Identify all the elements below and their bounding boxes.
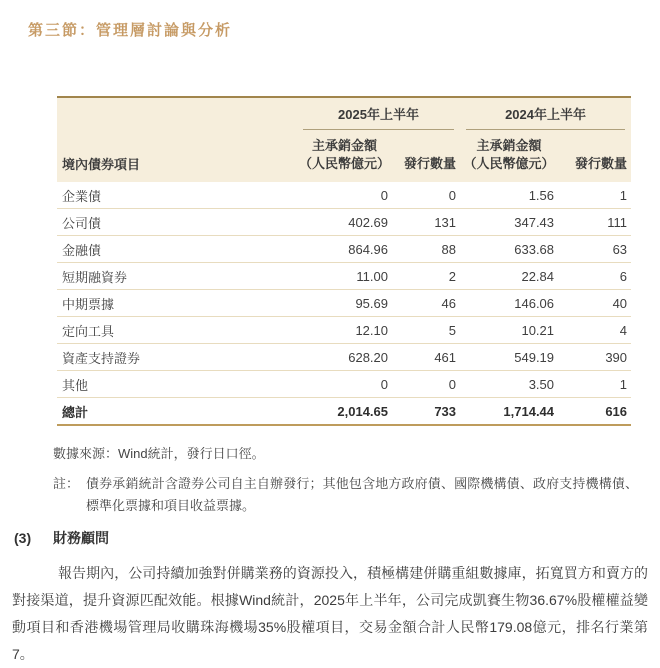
count-header-2025: 發行數量 (392, 130, 460, 182)
cell-count-2024: 63 (558, 236, 631, 263)
page-title: 第三節：管理層討論與分析 (28, 22, 233, 39)
table-body (57, 182, 631, 425)
cell-amount-2025: 402.69 (297, 209, 392, 236)
cell-amount-2025: 11.00 (297, 263, 392, 290)
cell-count-2025: 5 (392, 317, 460, 344)
row-label: 公司債 (57, 209, 297, 236)
cell-count-2024: 1 (558, 371, 631, 398)
cell-count-2024: 111 (558, 209, 631, 236)
cell-count-2024: 390 (558, 344, 631, 371)
row-label: 短期融資券 (57, 263, 297, 290)
table-row-company-bond (57, 209, 631, 236)
row-label: 其他 (57, 371, 297, 398)
section-heading-financial-advisory (14, 529, 660, 547)
total-amount-2024: 1,714.44 (460, 398, 558, 426)
cell-count-2025: 461 (392, 344, 460, 371)
total-count-2024: 616 (558, 398, 631, 426)
amount-header-2025-line2: （人民幣億元） (298, 156, 390, 171)
row-label: 定向工具 (57, 317, 297, 344)
year-group-2025 (297, 97, 460, 130)
amount-header-2025 (297, 130, 392, 182)
total-row-label: 總計 (57, 398, 297, 426)
table-row-corporate-enterprise-bond (57, 182, 631, 209)
table-row-medium-term-note (57, 290, 631, 317)
cell-amount-2024: 347.43 (460, 209, 558, 236)
cell-amount-2025: 864.96 (297, 236, 392, 263)
count-header-2024: 發行數量 (558, 130, 631, 182)
cell-count-2025: 2 (392, 263, 460, 290)
cell-count-2025: 88 (392, 236, 460, 263)
table-row-others (57, 371, 631, 398)
row-label: 資產支持證券 (57, 344, 297, 371)
cell-count-2024: 1 (558, 182, 631, 209)
bond-underwriting-table-grid (57, 96, 631, 426)
section-title: 財務顧問 (53, 530, 109, 546)
table-row-total (57, 398, 631, 426)
cell-amount-2024: 3.50 (460, 371, 558, 398)
row-label: 金融債 (57, 236, 297, 263)
cell-count-2025: 131 (392, 209, 460, 236)
cell-amount-2024: 549.19 (460, 344, 558, 371)
cell-amount-2025: 95.69 (297, 290, 392, 317)
footnote-label: 註： (53, 476, 80, 491)
row-label: 中期票據 (57, 290, 297, 317)
table-header (57, 97, 631, 182)
cell-amount-2024: 1.56 (460, 182, 558, 209)
cell-count-2025: 0 (392, 182, 460, 209)
cell-amount-2025: 12.10 (297, 317, 392, 344)
bond-underwriting-table (57, 96, 631, 426)
table-row-asset-backed-securities (57, 344, 631, 371)
year-group-2024-label: 2024年上半年 (466, 107, 625, 130)
footnote (53, 473, 660, 517)
cell-amount-2024: 633.68 (460, 236, 558, 263)
cell-amount-2025: 0 (297, 182, 392, 209)
cell-count-2024: 4 (558, 317, 631, 344)
cell-amount-2025: 0 (297, 371, 392, 398)
table-row-financial-bond (57, 236, 631, 263)
cell-amount-2024: 22.84 (460, 263, 558, 290)
total-amount-2025: 2,014.65 (297, 398, 392, 426)
cell-amount-2024: 10.21 (460, 317, 558, 344)
cell-count-2025: 0 (392, 371, 460, 398)
amount-header-2024-line2: （人民幣億元） (463, 156, 555, 171)
table-row-private-placement-note (57, 317, 631, 344)
year-group-2025-label: 2025年上半年 (303, 107, 454, 130)
cell-count-2025: 46 (392, 290, 460, 317)
total-count-2025: 733 (392, 398, 460, 426)
cell-amount-2025: 628.20 (297, 344, 392, 371)
sub-header-row (57, 130, 631, 182)
table-row-short-term-financing-bill (57, 263, 631, 290)
amount-header-2025-line1: 主承銷金額 (311, 138, 377, 153)
section-paragraph: 報告期內，公司持續加強對併購業務的資源投入，積極構建併購重組數據庫，拓寬買方和賣方的對接渠道，提升資源匹配效能。根據Wind統計，2025年上半年，公司完成凱賽生物36.67%股權權益變動項目和香港機場管理局收購珠海機場35%股權項目，交易金額合計人民幣179.08億元，排名行業第7。 (12, 565, 648, 662)
data-source-note: 數據來源：Wind統計，發行日口徑。 (53, 446, 265, 461)
year-header-row (57, 97, 631, 130)
cell-amount-2024: 146.06 (460, 290, 558, 317)
cell-count-2024: 40 (558, 290, 631, 317)
year-group-2024 (460, 97, 631, 130)
footnote-text: 債券承銷統計含證券公司自主自辦發行；其他包含地方政府債、國際機構債、政府支持機構債、標準化票據和項目收益票據。 (86, 476, 638, 513)
section-number: (3) (14, 530, 32, 546)
amount-header-2024-line1: 主承銷金額 (476, 138, 542, 153)
item-column-header: 境內債券項目 (57, 130, 297, 182)
row-label: 企業債 (57, 182, 297, 209)
amount-header-2024 (460, 130, 558, 182)
cell-count-2024: 6 (558, 263, 631, 290)
header-corner-cell (57, 97, 297, 130)
